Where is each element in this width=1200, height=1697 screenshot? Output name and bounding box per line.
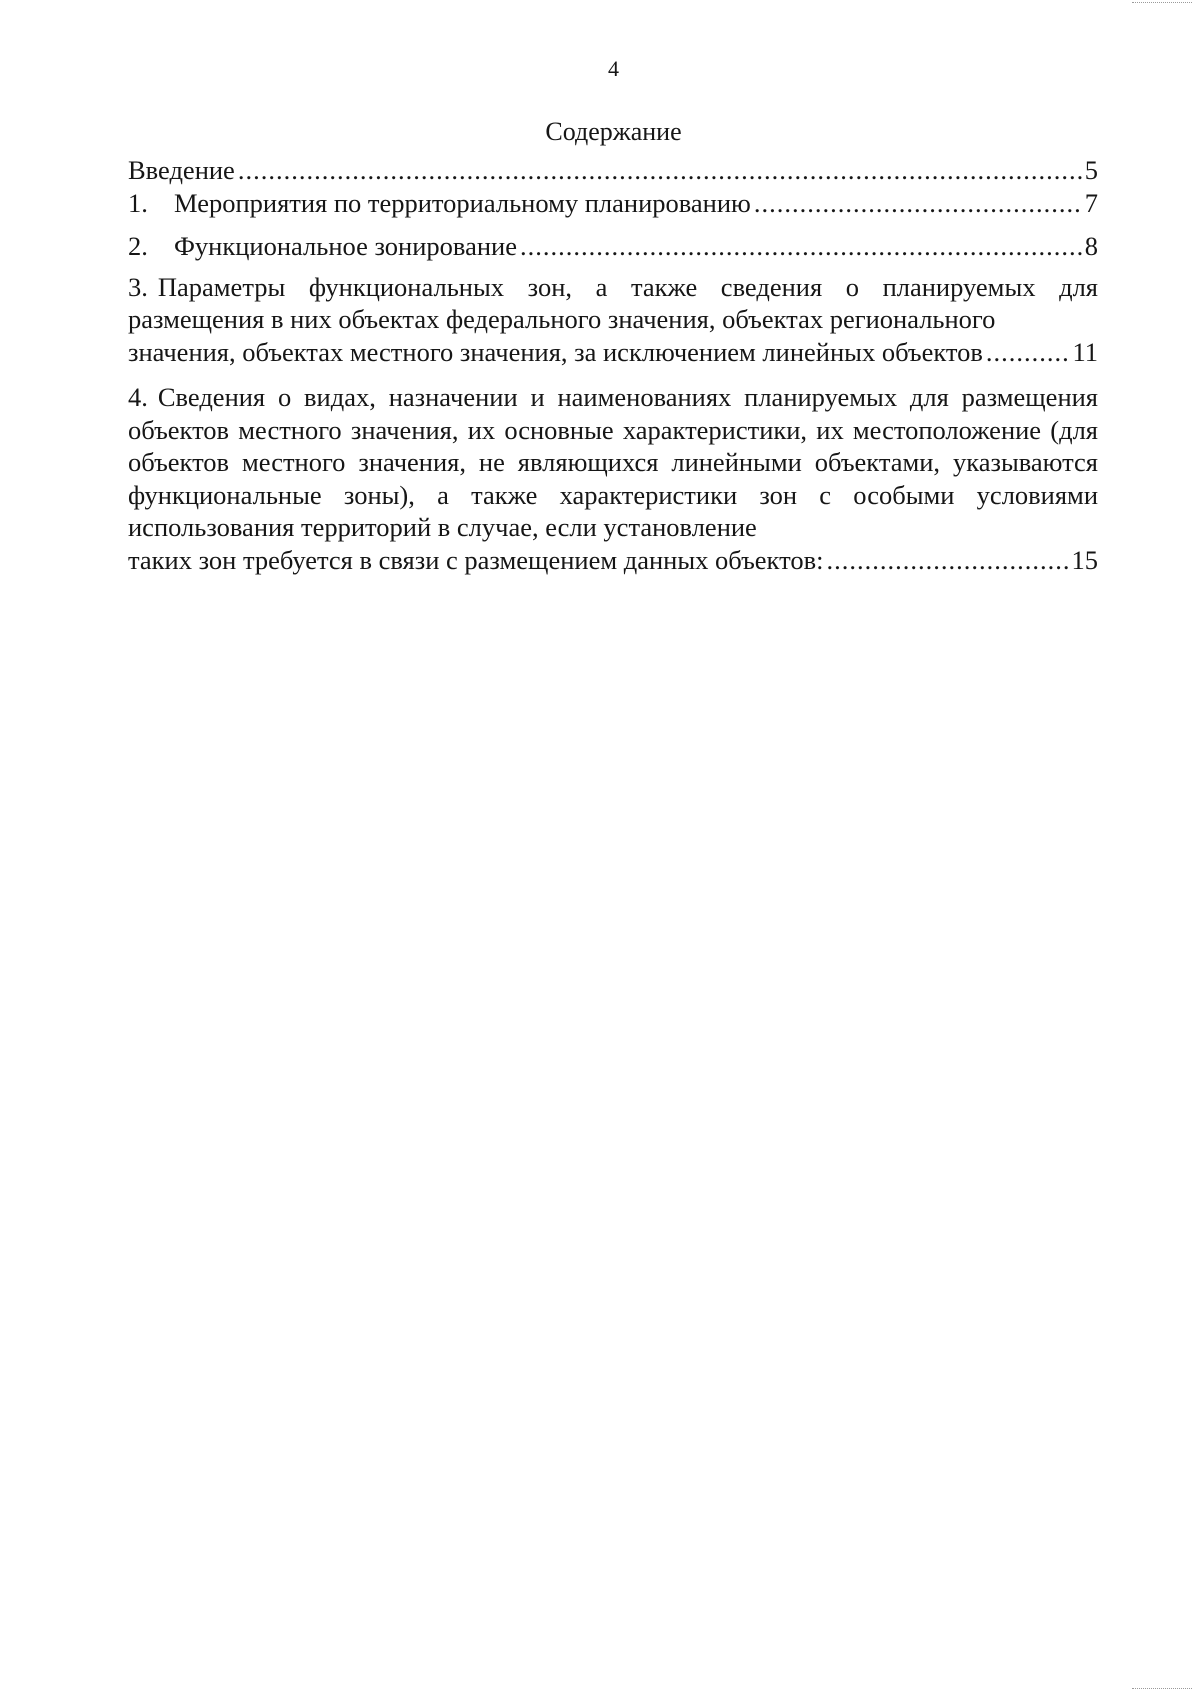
toc-entry-text: Мероприятия по территориальному планированию: [174, 187, 751, 218]
scan-edge-mark: [1132, 1688, 1192, 1691]
toc-entry-3[interactable]: [128, 271, 1098, 369]
dot-leader: [520, 230, 1082, 263]
toc-entry-1[interactable]: [128, 187, 1098, 220]
toc-entry-page: 15: [1071, 544, 1098, 575]
toc-entry-number: 1.: [128, 187, 148, 218]
toc-entry-text: Сведения о видах, назначении и наименованиях планируемых для размещения объектов местного значения, их основные характеристики, их местоположение (для объектов местного значения, не являющихся линейными объектами, указываются функциональные зоны), а также характеристики зон с особыми условиями использования территорий в случае, если установление: [128, 382, 1098, 542]
toc-entry-last-line: [128, 544, 1098, 577]
toc-entry-text: Введение: [128, 155, 235, 185]
toc-entry-number: 2.: [128, 231, 148, 261]
toc-entry-introduction[interactable]: [128, 154, 1098, 187]
dot-leader: [986, 336, 1070, 369]
dot-leader: [754, 187, 1082, 220]
toc-entry-page: 7: [1084, 187, 1098, 218]
dot-leader: [238, 154, 1082, 187]
toc-entry-text: Параметры функциональных зон, а также сведения о планируемых для размещения в них объектах федерального значения, объектах регионального: [128, 271, 1098, 334]
toc-entry-last-line: [128, 336, 1098, 369]
toc-title: Содержание: [545, 117, 682, 146]
toc-entry-text-end: таких зон требуется в связи с размещением данных объектов:: [128, 544, 824, 575]
toc-entry-number: 4.: [128, 382, 148, 412]
toc-entry-page: 8: [1084, 231, 1098, 261]
page-number: 4: [608, 56, 619, 81]
toc-entry-2[interactable]: [128, 230, 1098, 263]
toc-entry-text: Функциональное зонирование: [174, 231, 517, 261]
dot-leader: [826, 544, 1068, 577]
toc-entry-page: 5: [1084, 155, 1098, 185]
toc-entry-4[interactable]: [128, 381, 1098, 576]
table-of-contents: [128, 154, 1098, 576]
toc-entry-number: 3.: [128, 271, 148, 302]
toc-entry-page: 11: [1072, 336, 1098, 367]
scan-edge-mark: [1132, 2, 1192, 5]
toc-entry-text-end: значения, объектах местного значения, за исключением линейных объектов: [128, 336, 983, 367]
